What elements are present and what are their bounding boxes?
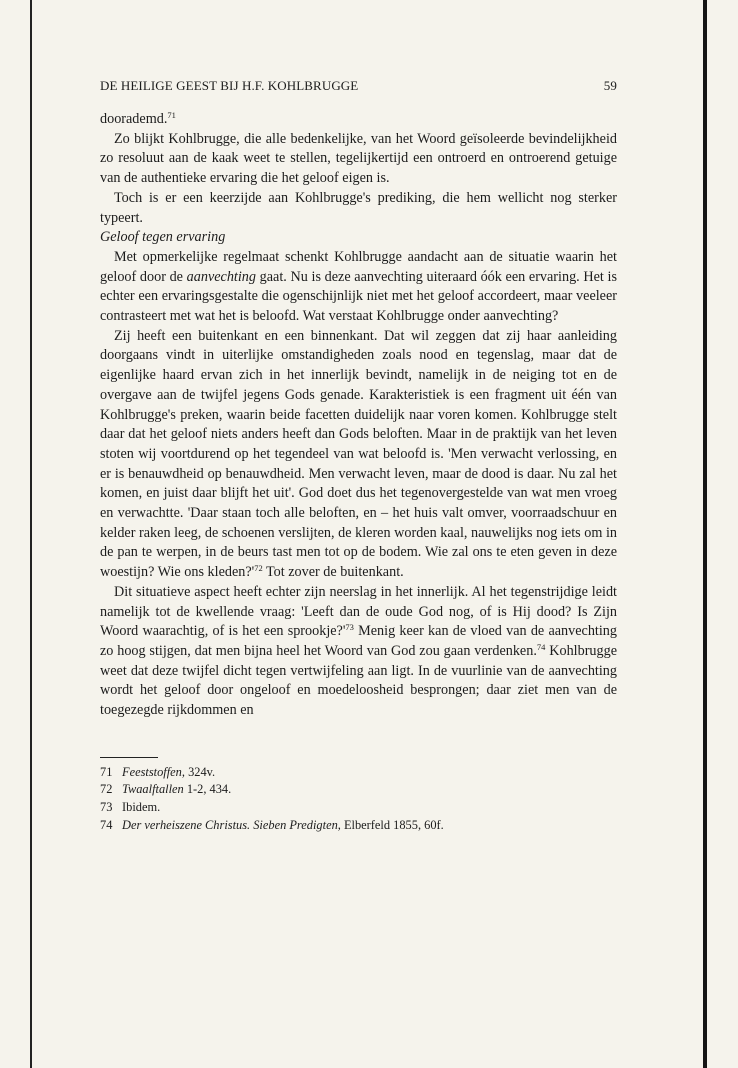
paragraph-4: Zij heeft een buitenkant en een binnenkant. Dat wil zeggen dat zij haar aanleiding doorgaans vindt in uiterlijke omstandigheden zoals nood en tegenslag, maar dat de eigenlijke haard ervan zich in het innerlijk bevindt, namelijk in de neiging tot en de overgave aan de twijfel jegens Gods genade. Karakteristiek is een fragment uit één van Kohlbrugge's preken, waarin beide facetten duidelijk naar voren komen. Kohlbrugge stelt daar dat het geloof niets anders heeft dan Gods beloften. Maar in de praktijk van het leven stoten wij voortdurend op het tegendeel van wat beloofd is. 'Men verwacht verlossing, en er is benauwdheid op benauwdheid. Men verwacht leven, maar de dood is daar. Nu zal het komen, en juist daar blijft het uit'. God doet dus het tegenovergestelde van wat men vroeg en verwachtte. 'Daar staan toch alle beloften, en – het huis valt omver, voorraadschuur en kelder raken leeg, de schoenen verslijten, de kleren worden kaal, nauwelijks nog iets om in de pan te werpen, in de beurs tast men tot op de bodem. Wie zal ons te eten geven in deze woestijn? Wie ons $kleden?'^{72}$ Tot zover de buitenkant. xyxy=(100,327,617,581)
footnote-ref-71[interactable]: 71 xyxy=(167,110,176,120)
footnote-ref-74[interactable]: 74 xyxy=(536,641,546,652)
footnotes xyxy=(100,764,617,834)
paragraph-0: doorademd.$^{71}$ xyxy=(100,110,176,127)
page-number: 59 xyxy=(603,78,617,93)
footnote-ref-73[interactable]: 73 xyxy=(345,622,354,633)
running-header xyxy=(100,78,617,94)
body-text xyxy=(100,110,617,721)
paragraph-5: Dit situatieve aspect heeft echter zijn neerslag in het innerlijk. Al het tegenstrijdige leidt namelijk tot de kwellende vraag: 'Leeft dan de oude God nog, of is Hij dood? Is Zijn Woord waarachtig, of is het een $sprookje?'^{73}$ Menig keer kan de vloed van de aanvechting zo hoog stijgen, dat men bijna heel het Woord van God zou gaan verdenken.$^{74}$ Kohlbrugge weet dat deze twijfel dicht tegen vertwijfeling aan ligt. In de vuurlinie van de aanvechting wordt het geloof door ongeloof en moedeloosheid besprongen; daar ziet men van de toegezegde rijkdommen en xyxy=(100,583,617,719)
paragraph-2: Toch is er een keerzijde aan Kohlbrugge's prediking, die hem wellicht nog sterker typeert. xyxy=(100,189,617,226)
footnote-item: 71 Feeststoffen, 324v. xyxy=(100,764,216,779)
footnote-item: 73 Ibidem. xyxy=(100,799,161,814)
book-page xyxy=(100,78,617,834)
page-edge-left xyxy=(30,0,32,1068)
footnote-divider xyxy=(100,757,158,758)
running-title: DE HEILIGE GEEST BIJ H.F. KOHLBRUGGE xyxy=(100,78,359,93)
footnote-item: 72 Twaalftallen 1-2, 434. xyxy=(100,782,232,797)
paragraph-1: Zo blijkt Kohlbrugge, die alle bedenkelijke, van het Woord geïsoleerde bevindelijkheid zo resoluut aan de kaak weet te stellen, tegelijkertijd een ontroerd en ontroerend getuige van de authentieke ervaring die het geloof eigen is. xyxy=(100,130,617,187)
footnote-ref-72[interactable]: 72 xyxy=(254,563,263,574)
footnote-item: 74 Der verheiszene Christus. Sieben Predigten, Elberfeld 1855, 60f. xyxy=(100,817,444,832)
paragraph-3: Met opmerkelijke regelmaat schenkt Kohlbrugge aandacht aan de situatie waarin het geloof door de aanvechting gaat. Nu is deze aanvechting uiteraard óók een ervaring. Het is echter een ervaringsgestalte die ogenschijnlijk niet met het geloof accordeert, maar veeleer contrasteert met wat het is beloofd. Wat verstaat Kohlbrugge onder aanvechting? xyxy=(100,248,617,325)
section-heading: Geloof tegen ervaring xyxy=(100,229,226,246)
page-edge-right xyxy=(703,0,707,1068)
